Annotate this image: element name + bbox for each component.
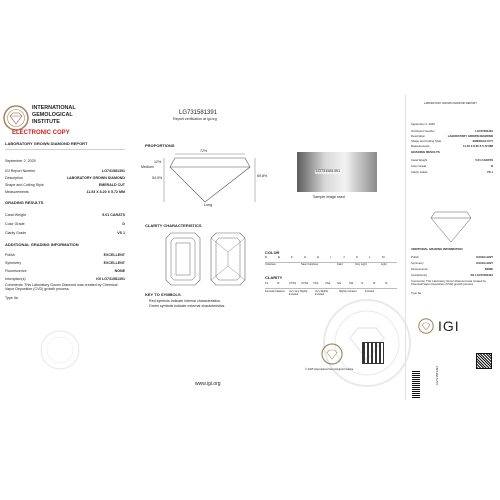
right-additional-label: Symmetry bbox=[411, 261, 424, 265]
right-report-type: LABORATORY GROWN DIAMOND REPORT bbox=[424, 102, 477, 105]
clarity-grade: VVS2 bbox=[301, 281, 309, 285]
field-label: Shape and Cutting Style bbox=[5, 183, 44, 187]
clarity-grade: IF bbox=[277, 281, 280, 285]
report-number-header: LG731581391 bbox=[179, 110, 218, 116]
color-scale-title: COLOR bbox=[265, 250, 280, 255]
proportions-diagram bbox=[150, 150, 260, 210]
color-word: Near Colorless bbox=[301, 263, 319, 266]
clarity-word: Internally Flawless bbox=[265, 290, 285, 293]
right-grading-title: GRADING RESULTS bbox=[411, 150, 440, 154]
additional-value: EXCELLENT bbox=[103, 261, 125, 265]
table-percent: 72% bbox=[200, 149, 208, 153]
color-grade: L bbox=[369, 255, 371, 259]
right-grading-label: Clarity Grade bbox=[411, 170, 428, 174]
pavilion-percent: 54.5% bbox=[152, 176, 163, 180]
color-grade: G bbox=[304, 255, 307, 259]
field-row bbox=[5, 190, 125, 194]
grading-label: Clarity Grade bbox=[5, 231, 27, 235]
right-field-value: LABORATORY GROWN DIAMOND bbox=[447, 134, 493, 138]
clarity-characteristics-title: CLARITY CHARACTERISTICS bbox=[145, 223, 202, 228]
clarity-grade: SI1 bbox=[337, 281, 342, 285]
additional-row bbox=[5, 253, 125, 257]
right-field-row bbox=[411, 139, 493, 143]
grading-results-title: GRADING RESULTS bbox=[5, 200, 44, 205]
stub-qr-icon bbox=[476, 353, 492, 369]
electronic-copy-label: ELECTRONIC COPY bbox=[12, 130, 70, 136]
color-word: Light bbox=[381, 263, 387, 266]
clarity-word: Slightly Included bbox=[339, 290, 357, 293]
clarity-grade: VS2 bbox=[325, 281, 331, 285]
right-field-row bbox=[411, 129, 493, 133]
right-additional-value: IGI LG731581391 bbox=[470, 273, 493, 277]
right-grading-label: Color Grade bbox=[411, 164, 427, 168]
divider bbox=[5, 149, 125, 150]
additional-value: NONE bbox=[114, 269, 125, 273]
sample-caption: Sample image used bbox=[313, 195, 345, 199]
additional-label: Polish bbox=[5, 253, 15, 257]
right-proportions-diagram bbox=[421, 207, 481, 245]
additional-label: Fluorescence bbox=[5, 269, 27, 273]
right-additional-label: Fluorescence bbox=[411, 267, 428, 271]
right-additional-row bbox=[411, 267, 493, 271]
field-label: Description bbox=[5, 176, 23, 180]
color-grade: E bbox=[278, 255, 281, 259]
right-grading-value: D bbox=[490, 164, 493, 168]
right-field-label: Shape and Cutting Style bbox=[411, 139, 442, 143]
color-grade: J bbox=[343, 255, 345, 259]
left-panel bbox=[0, 95, 130, 395]
field-row bbox=[5, 176, 125, 180]
color-grade: F bbox=[291, 255, 293, 259]
clarity-scale-title: CLARITY bbox=[265, 275, 283, 280]
clarity-grade: I3 bbox=[385, 281, 388, 285]
additional-row bbox=[5, 269, 125, 273]
crown-percent: 12% bbox=[154, 160, 162, 164]
right-additional-row bbox=[411, 273, 493, 277]
right-field-value: 11.53 X 8.20 X 5.72 MM bbox=[462, 144, 493, 148]
clarity-word: Very Slightly Included bbox=[315, 290, 329, 296]
report-type-title: LABORATORY GROWN DIAMOND REPORT bbox=[5, 141, 88, 146]
additional-value: EXCELLENT bbox=[103, 253, 125, 257]
right-panel bbox=[405, 95, 498, 400]
right-report-date: September 2, 2025 bbox=[411, 122, 435, 126]
right-additional-row bbox=[411, 261, 493, 265]
right-type: Type IIa bbox=[411, 291, 421, 295]
color-grade: H bbox=[317, 255, 320, 259]
right-grading-value: VS 1 bbox=[486, 170, 493, 174]
color-grade: I bbox=[330, 255, 331, 259]
org-line-2: GEMOLOGICAL bbox=[32, 112, 73, 118]
additional-label: Symmetry bbox=[5, 261, 22, 265]
clarity-grade: I1 bbox=[361, 281, 364, 285]
right-comments: Comments: This Laboratory Grown Diamond was created by Chemical Vapor Deposition (CVD) growth process bbox=[411, 279, 487, 287]
field-value: 11.53 X 8.20 X 5.72 MM bbox=[86, 190, 125, 194]
clarity-grade: SI2 bbox=[349, 281, 354, 285]
color-grade: M bbox=[382, 255, 385, 259]
right-field-label: Measurements bbox=[411, 144, 430, 148]
field-row bbox=[5, 183, 125, 187]
right-additional-row bbox=[411, 255, 493, 259]
stub-number: LG731581391 bbox=[435, 365, 439, 385]
key-to-symbols-title: KEY TO SYMBOLS bbox=[145, 292, 181, 297]
right-grading-row bbox=[411, 164, 493, 168]
emerald-bottom-view bbox=[210, 232, 246, 286]
additional-label: Inscription(s) bbox=[5, 277, 26, 281]
igi-logo-text: IGI bbox=[438, 318, 460, 334]
emerald-top-view bbox=[165, 232, 201, 286]
website-link[interactable]: www.igi.org bbox=[195, 381, 221, 387]
verification-note: Report verification at igi.org bbox=[173, 117, 217, 121]
additional-value: IGI LG731581391 bbox=[96, 277, 125, 281]
diamond-type: Type IIa bbox=[5, 296, 18, 300]
proportions-title: PROPORTIONS bbox=[145, 143, 175, 148]
grading-row bbox=[5, 231, 125, 235]
clarity-word: Included bbox=[365, 290, 375, 293]
org-line-3: INSTITUTE bbox=[32, 119, 60, 125]
right-field-label: IGI Report Number bbox=[411, 129, 435, 133]
igi-seal-icon bbox=[3, 105, 29, 131]
color-grade: D bbox=[265, 255, 268, 259]
right-field-row bbox=[411, 134, 493, 138]
org-line-1: INTERNATIONAL bbox=[32, 105, 76, 111]
clarity-grade: I2 bbox=[373, 281, 376, 285]
girdle-label: Medium bbox=[141, 165, 154, 169]
color-word: Faint bbox=[337, 263, 343, 266]
right-field-row bbox=[411, 144, 493, 148]
right-field-value: LG731581391 bbox=[475, 129, 493, 133]
grading-value: D bbox=[122, 222, 125, 226]
depth-percent: 69.8% bbox=[257, 174, 268, 178]
key-line-green: Green symbols indicate external characteristics. bbox=[149, 304, 226, 308]
additional-info-title: ADDITIONAL GRADING INFORMATION bbox=[5, 242, 79, 247]
field-label: IGI Report Number bbox=[5, 169, 36, 173]
field-label: Measurements bbox=[5, 190, 29, 194]
color-scale bbox=[265, 256, 397, 268]
comments-text: Comments: This Laboratory Grown Diamond was created by Chemical Vapor Deposition (CVD) growth process bbox=[5, 283, 118, 292]
sample-inscription: LG731581391 bbox=[316, 169, 341, 173]
right-additional-label: Inscription(s) bbox=[411, 273, 428, 277]
right-field-value: EMERALD CUT bbox=[472, 139, 493, 143]
grading-value: VS 1 bbox=[117, 231, 125, 235]
color-word: Colorless bbox=[265, 263, 276, 266]
additional-row bbox=[5, 261, 125, 265]
color-grade: K bbox=[356, 255, 359, 259]
additional-row bbox=[5, 277, 125, 281]
igi-logo-icon bbox=[418, 318, 434, 334]
footer-fine-print: © 2025 International Gemological Institute bbox=[305, 368, 354, 371]
clarity-grade: VS1 bbox=[313, 281, 319, 285]
grading-label: Carat Weight bbox=[5, 213, 26, 217]
clarity-scale bbox=[265, 282, 397, 296]
background-watermark-icon bbox=[322, 298, 412, 388]
right-additional-value: EXCELLENT bbox=[476, 255, 493, 259]
grading-label: Color Grade bbox=[5, 222, 25, 226]
right-additional-title: ADDITIONAL GRADING INFORMATION bbox=[411, 247, 463, 251]
right-field-label: Description bbox=[411, 134, 425, 138]
grading-value: 5.01 CARATS bbox=[102, 213, 125, 217]
right-grading-row bbox=[411, 170, 493, 174]
grading-row bbox=[5, 213, 125, 217]
culet-label: Long bbox=[204, 203, 212, 207]
field-value: LG731581391 bbox=[102, 169, 125, 173]
clarity-grade: FL bbox=[265, 281, 269, 285]
field-value: EMERALD CUT bbox=[98, 183, 125, 187]
right-grading-row bbox=[411, 158, 493, 162]
color-word: Very Light bbox=[355, 263, 367, 266]
clarity-grade: VVS1 bbox=[289, 281, 297, 285]
watermark-seal-icon bbox=[40, 330, 80, 370]
right-grading-label: Carat Weight bbox=[411, 158, 428, 162]
right-additional-label: Polish bbox=[411, 255, 419, 259]
grading-row bbox=[5, 222, 125, 226]
clarity-word: Very Very Slightly Included bbox=[289, 290, 308, 296]
field-row bbox=[5, 169, 125, 173]
report-date: September 2, 2025 bbox=[5, 159, 36, 163]
field-value: LABORATORY GROWN DIAMOND bbox=[66, 176, 125, 180]
right-additional-value: NONE bbox=[484, 267, 493, 271]
key-line-red: Red symbols indicate internal characteristics. bbox=[149, 299, 221, 303]
right-grading-value: 5.01 CARATS bbox=[475, 158, 493, 162]
right-additional-value: EXCELLENT bbox=[476, 261, 493, 265]
stub-barcode bbox=[412, 370, 420, 398]
sample-image bbox=[297, 152, 377, 192]
